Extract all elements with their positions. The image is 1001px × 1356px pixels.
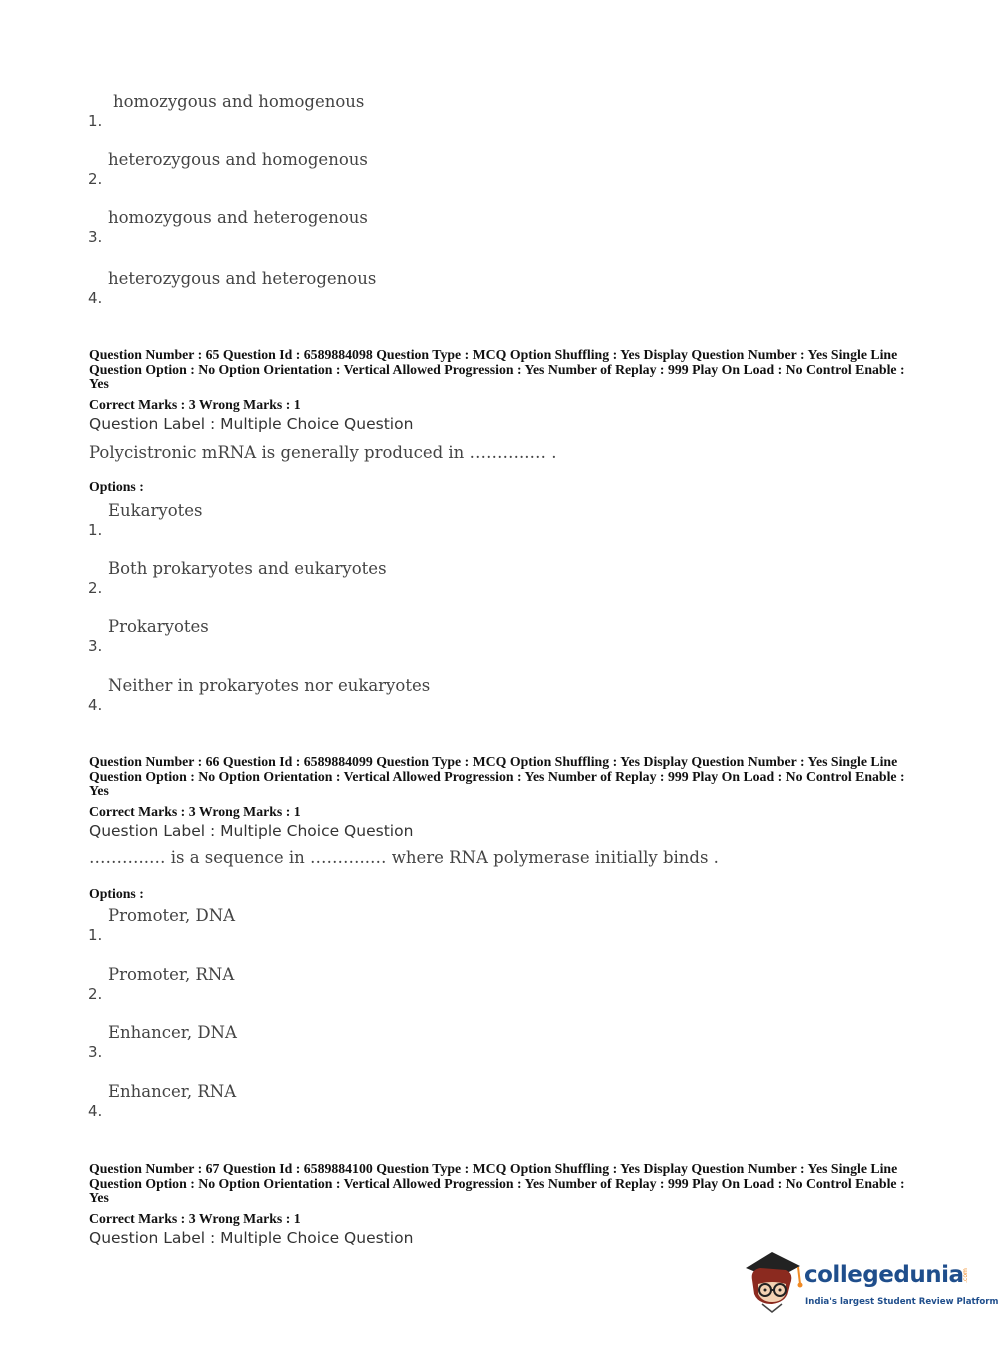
option-text: homozygous and homogenous [113,92,365,111]
option-number: 4. [88,1102,103,1120]
options-heading: Options : [89,886,144,901]
question-label: Question Label : Multiple Choice Question [89,1229,414,1247]
question-meta: Question Number : 66 Question Id : 6589884099 Question Type : MCQ Option Shuffling : Yes Display Question Number : Yes Single Line Question Option : No Option Orientation : Vertical Allowed Progression : Yes Number of Replay : 999 Play On Load : No Control Enable : Yes [89,754,905,798]
options-heading: Options : [89,479,144,494]
option-number: 3. [88,637,103,655]
question-marks: Correct Marks : 3 Wrong Marks : 1 [89,397,301,412]
question-text: ………..… is a sequence in ………..… where RNA polymerase initially binds . [89,848,719,867]
option-text: heterozygous and homogenous [108,150,368,169]
option-text: Enhancer, DNA [108,1023,237,1042]
option-number: 4. [88,289,103,307]
option-number: 2. [88,985,103,1003]
mascot-icon [742,1246,804,1316]
option-number: 1. [88,926,103,944]
option-number: 2. [88,170,103,188]
logo-tagline: India's largest Student Review Platform [805,1297,999,1307]
logo-suffix: .com [961,1268,969,1283]
option-text: Enhancer, RNA [108,1082,237,1101]
option-text: Promoter, DNA [108,906,236,925]
option-text: homozygous and heterogenous [108,208,368,227]
question-text: Polycistronic mRNA is generally produced in ………..… . [89,443,557,462]
option-text: Neither in prokaryotes nor eukaryotes [108,676,431,695]
option-number: 1. [88,521,103,539]
question-marks: Correct Marks : 3 Wrong Marks : 1 [89,804,301,819]
option-text: Eukaryotes [108,501,203,520]
question-label: Question Label : Multiple Choice Question [89,822,414,840]
option-number: 3. [88,1043,103,1061]
option-text: Prokaryotes [108,617,209,636]
option-text: heterozygous and heterogenous [108,269,377,288]
option-text: Promoter, RNA [108,965,235,984]
question-meta: Question Number : 67 Question Id : 6589884100 Question Type : MCQ Option Shuffling : Yes Display Question Number : Yes Single Line Question Option : No Option Orientation : Vertical Allowed Progression : Yes Number of Replay : 999 Play On Load : No Control Enable : Yes [89,1161,905,1205]
question-marks: Correct Marks : 3 Wrong Marks : 1 [89,1211,301,1226]
logo-wordmark: collegedunia [804,1262,964,1288]
collegedunia-logo[interactable] [742,1246,999,1316]
question-meta: Question Number : 65 Question Id : 6589884098 Question Type : MCQ Option Shuffling : Yes Display Question Number : Yes Single Line Question Option : No Option Orientation : Vertical Allowed Progression : Yes Number of Replay : 999 Play On Load : No Control Enable : Yes [89,347,905,391]
option-number: 1. [88,112,103,130]
option-number: 2. [88,579,103,597]
option-number: 3. [88,228,103,246]
question-label: Question Label : Multiple Choice Question [89,415,414,433]
option-number: 4. [88,696,103,714]
option-text: Both prokaryotes and eukaryotes [108,559,387,578]
